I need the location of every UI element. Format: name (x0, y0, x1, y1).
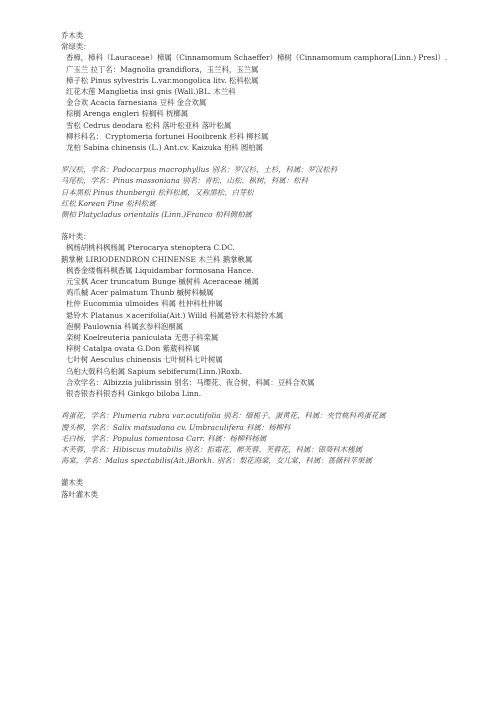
section-title-trees: 乔木类 (61, 31, 84, 40)
italic-line: 红松 Korean Pine 松科松属 (61, 198, 156, 208)
text-line: 香樟，樟科（Lauraceae）樟属（Cinnamomum Schaeffer）樟树（Cinnamomum camphora(Linn.) Presl）. (66, 53, 448, 63)
text-line: 红花木莲 Manglietia insi gnis (Wall.)BL. 木兰科 (66, 87, 236, 97)
text-line: 龙柏 Sabina chinensis (L.) Ant.cv. Kaizuka 柏科 圆柏属 (66, 143, 264, 153)
italic-line: 马尾松，学名：Pinus massoniana 别名：青松、山松、枞树，科属：松科 (61, 176, 308, 186)
text-line: 银杏银杏科银杏科 Ginkgo biloba Linn. (66, 389, 202, 399)
text-line: 柳杉科名： Cryptomeria fortunei Hooibrenk 杉科 柳杉属 (66, 131, 269, 141)
text-line: 广玉兰 拉丁名：Magnolia grandiflora，玉兰科，玉兰属 (66, 64, 259, 74)
section-title-shrubs: 灌木类 (61, 478, 84, 488)
text-line: 七叶树 Aesculus chinensis 七叶树科七叶树属 (66, 355, 223, 365)
text-line: 枫香金缕梅科枫香属 Liquidambar formosana Hance. (66, 265, 254, 275)
text-line: 梓树 Catalpa ovata G.Don 紫葳科梓属 (66, 344, 200, 354)
text-line: 鹅掌楸 LIRIODENDRON CHINENSE 木兰科 鹅掌楸属 (61, 254, 253, 264)
italic-line: 馒头柳，学名：Salix matsudana cv. Umbraculifera 科属：杨柳科 (61, 422, 291, 432)
spacer (61, 220, 481, 231)
text-line: 樟子松 Pinus sylvestris L.var.mongolica litv. 松科松属 (66, 75, 259, 85)
text-line: 合欢学名：Albizzia julibrissin 别名：马缨花、夜合树，科属：豆科合欢属 (66, 377, 315, 387)
italic-line: 罗汉松，学名：Podocarpus macrophyllus 别名：罗汉杉、土杉，科属：罗汉松科 (61, 165, 338, 175)
text-line: 金合欢 Acacia farnesiana 豆科 金合欢属 (66, 98, 207, 108)
document-content (61, 30, 481, 500)
italic-line: 木芙蓉，学名：Hibiscus mutabilis 别名：拒霜花、醉芙蓉、芙蓉花，科属：锦葵科木槿属 (61, 444, 362, 454)
italic-line: 日本黑松 Pinus thunbergii 松科松属，又称黑松、白芽松 (61, 187, 254, 197)
text-line: 杜仲 Eucommia ulmoides 科属 杜仲科杜仲属 (66, 299, 223, 309)
spacer (61, 153, 481, 164)
text-line: 泡桐 Paulownia 科属玄参科泡桐属 (66, 321, 184, 331)
subsection-evergreen: 常绿类： (61, 42, 91, 52)
text-line: 雪松 Cedrus deodara 松科 落叶松亚科 落叶松属 (66, 120, 232, 130)
text-line: 栾树 Koelreuteria paniculata 无患子科栾属 (66, 333, 219, 343)
text-line: 悬铃木 Platanus ×acerifolia(Ait.) Willd 科属悬铃木科悬铃木属 (66, 310, 284, 320)
spacer (61, 399, 481, 410)
italic-line: 侧柏 Platycladus orientalis (Linn.)Franco 柏科侧柏属 (61, 210, 252, 220)
text-line: 乌桕大戟科乌桕属 Sapium sebiferum(Linn.)Roxb. (66, 366, 242, 376)
subsection-deciduous-shrubs: 落叶灌木类 (61, 489, 98, 499)
italic-line: 鸡蛋花，学名：Plumeria rubra var.acutifolia 别名：缅栀子、蛋黄花，科属：夹竹桃科鸡蛋花属 (61, 411, 386, 421)
text-line: 棕榈 Arenga engleri 棕榈科 桄榔属 (66, 109, 189, 119)
italic-line: 海棠，学名：Malus spectabilis(Ait.)Borkh. 别名：梨花海棠，女儿棠，科属：蔷薇科苹果属 (61, 456, 372, 466)
text-line: 枫杨胡桃科枫杨属 Pterocarya stenoptera C.DC. (66, 243, 235, 253)
spacer (61, 466, 481, 477)
subsection-deciduous: 落叶类： (61, 232, 91, 242)
italic-line: 毛白杨，学名：Populus tomentosa Carr. 科属：杨柳科杨属 (61, 433, 267, 443)
text-line: 鸡爪槭 Acer palmatum Thunb 槭树科槭属 (66, 288, 214, 298)
text-line: 元宝枫 Acer truncatum Bunge 槭树科 Aceraceae 槭属 (66, 277, 260, 287)
